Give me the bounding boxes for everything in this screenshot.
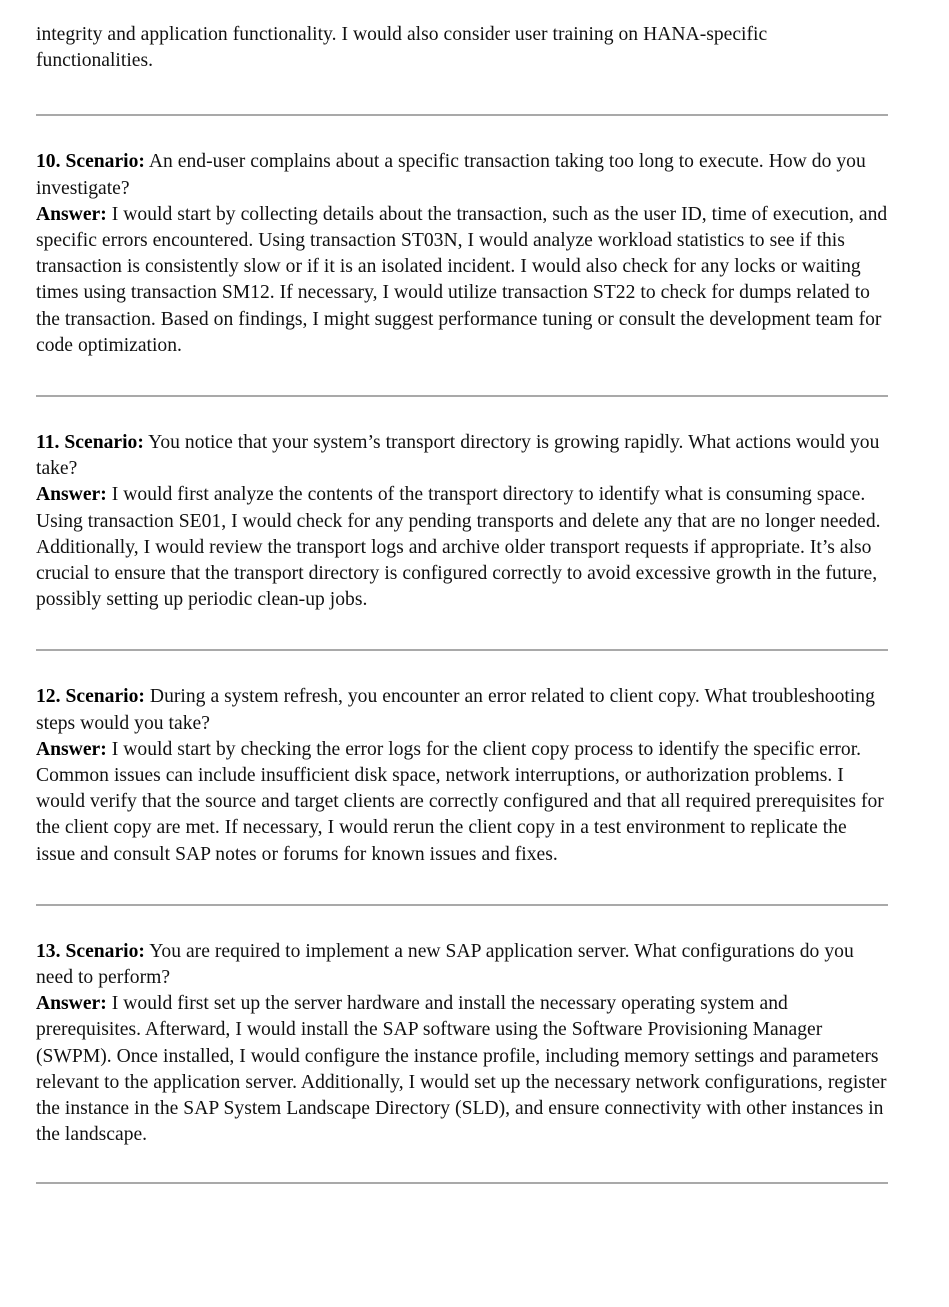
scenario-label: 13. Scenario: <box>36 940 145 962</box>
scenario-text: An end-user complains about a specific transaction taking too long to execute. How do you investigate? <box>36 151 866 199</box>
answer-text: I would start by checking the error logs for the client copy process to identify the specific error. Common issues can include insufficient disk space, network interruptions, or authorization problems. I would verify that the source and target clients are correctly configured and that all required prerequisites for the client copy are met. If necessary, I would rerun the client copy in a test environment to replicate the issue and consult SAP notes or forums for known issues and fixes. <box>36 738 884 865</box>
scenario-text: You notice that your system’s transport directory is growing rapidly. What actions would you take? <box>36 432 880 480</box>
scenario-label: 11. Scenario: <box>36 432 144 454</box>
spacer <box>36 868 888 904</box>
spacer <box>36 906 888 939</box>
scenario-paragraph <box>36 149 888 201</box>
spacer <box>36 359 888 395</box>
scenario-text: During a system refresh, you encounter an error related to client copy. What troubleshooting steps would you take? <box>36 686 875 734</box>
answer-text: I would start by collecting details about the transaction, such as the user ID, time of execution, and specific errors encountered. Using transaction ST03N, I would analyze workload statistics to see if this transaction is consistently slow or if it is an isolated incident. I would also check for any locks or waiting times using transaction SM12. If necessary, I would utilize transaction ST22 to check for dumps related to the transaction. Based on findings, I might suggest performance tuning or consult the development team for code optimization. <box>36 203 888 356</box>
answer-paragraph <box>36 202 888 359</box>
answer-text: I would first set up the server hardware and install the necessary operating system and prerequisites. Afterward, I would install the SAP software using the Software Provisioning Manager (SWPM). Once installed, I would configure the instance profile, including memory settings and parameters relevant to the application server. Additionally, I would set up the necessary network configurations, register the instance in the SAP System Landscape Directory (SLD), and ensure connectivity with other instances in the landscape. <box>36 993 887 1146</box>
scenario-paragraph <box>36 430 888 482</box>
answer-paragraph <box>36 482 888 613</box>
scenario-text: You are required to implement a new SAP application server. What configurations do you need to perform? <box>36 940 854 989</box>
spacer <box>36 1149 888 1182</box>
answer-text: I would first analyze the contents of the transport directory to identify what is consuming space. Using transaction SE01, I would check for any pending transports and delete any that are no longer needed. Additionally, I would review the transport logs and archive older transport requests if appropriate. It’s also crucial to ensure that the transport directory is configured correctly to avoid excessive growth in the future, possibly setting up periodic clean-up jobs. <box>36 484 881 611</box>
answer-label: Answer: <box>36 203 107 225</box>
answer-paragraph <box>36 737 888 868</box>
document-content <box>36 0 888 1184</box>
qa-item-11 <box>36 430 888 613</box>
qa-item-10 <box>36 149 888 359</box>
scenario-label: 12. Scenario: <box>36 686 145 708</box>
answer-label: Answer: <box>36 993 107 1015</box>
qa-item-13 <box>36 939 888 1149</box>
spacer <box>36 74 888 114</box>
answer-label: Answer: <box>36 738 107 760</box>
continued-paragraph <box>36 0 888 74</box>
qa-item-12 <box>36 684 888 867</box>
scenario-label: 10. Scenario: <box>36 151 145 173</box>
spacer <box>36 651 888 684</box>
continued-paragraph-text: integrity and application functionality. I would also consider user training on HANA-specific functionalities. <box>36 24 768 72</box>
spacer <box>36 116 888 149</box>
answer-label: Answer: <box>36 484 107 506</box>
answer-paragraph <box>36 991 888 1148</box>
section-divider-5 <box>36 1182 888 1184</box>
spacer <box>36 613 888 649</box>
scenario-paragraph <box>36 684 888 736</box>
spacer <box>36 397 888 430</box>
scenario-paragraph <box>36 939 888 991</box>
